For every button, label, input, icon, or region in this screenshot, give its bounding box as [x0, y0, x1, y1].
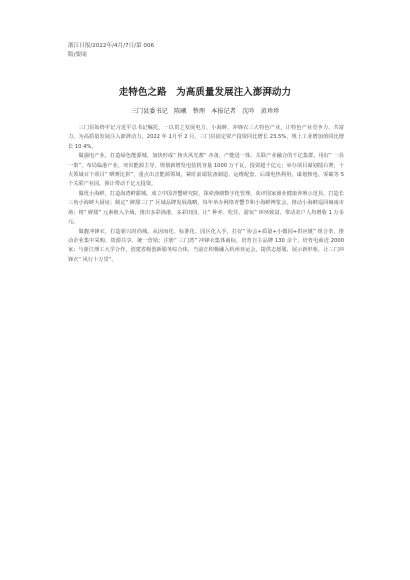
article-paragraph: 做强电产业，打造绿色能源城。加快形成“ 核火风光蓄” 齐备，产能进一体、关联产业融合的千亿集群。用好“ 一县一策”，布局临港产业，突出能源主导，规划新增发电装机容量 1000 万千瓦，投资超千亿元；举办项目谋划擂台赛，十大领域百个项目“ 晒赛比拼”，重点出击能源领域，紧盯前端装备制造、运维配套、后端电热利用，谋划核电、零碳等 5 个关联产业园，预计带动千亿元投资。: [68, 153, 344, 188]
page-label: 版/要闻: [68, 52, 87, 58]
article-paragraph: 做靓冲锋衣，打造新兴时尚城。从因而化、标准化、园区化入手，打好“ 协会+质量+小微园+供应链” 组合拳，推动企业集中采购、资源共享、统一营销；注册“ 三门湾” 冲锋衣集体商标，培育自主品牌 130 余个，培育电商近 2000 家；与浙江理工大学合作，创建省级创新服务综合体，当前正积极融入杭州亚运会，提供志愿服，展示新形象，让三门冲锋衣“ 风行十万里”。: [68, 228, 344, 263]
article-paragraph: 做优小海鲜，打造海湾鲜甜城。成立中国青蟹研究院，探索渔塘数字化管理，获评国家渔业健康养殖示范县，打造长三角小海鲜大厨房；制定“ 鲜甜三门” 区域品牌发展战略，每年举办网络青蟹节和小海鲜博览会，推动小海鲜巡回闽南市场；将“ 鲜甜” 元素植入全域，推出多彩渔港、多彩田园，让“ 种养、吃住、游玩” 环环致富，带动农户人均增收 1 万多元。: [68, 191, 344, 225]
article-body: [68, 124, 344, 265]
publication-meta: [68, 42, 154, 60]
article-title: 走特色之路 为高质量发展注入澎湃动力: [118, 87, 292, 98]
article-byline: 三门县委书记 陈曦 整理 本报记者 沈吟 黄珍珍: [130, 108, 280, 115]
source-line: 浙江日报/2022年/4月/7日/第 006: [68, 43, 155, 49]
article-paragraph: 三门县始终牢记习近平总书记嘱托，一以贯之发展电力、小海鲜、冲锋衣三大特色产业，让特色产业竞争力、共富力，为高质量发展注入澎湃动力。2022 年 1月至 2 月，三门县固定资产投资同比增长 23.5%，规上工业增加值同比增长 10.4%。: [68, 125, 344, 150]
